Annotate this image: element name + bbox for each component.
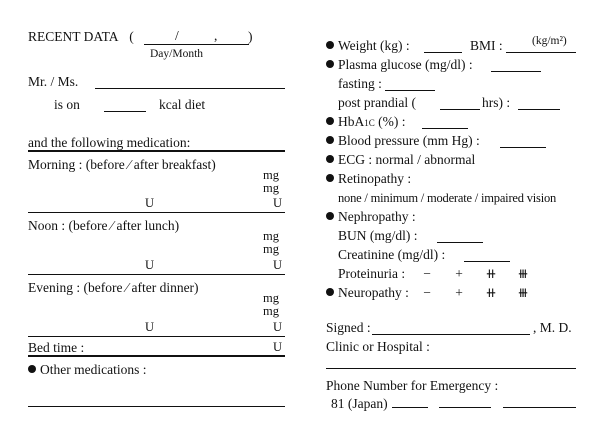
signed-label: Signed :: [326, 320, 371, 335]
hba1c-field[interactable]: [422, 128, 468, 129]
weight-label: Weight (kg) :: [338, 38, 410, 53]
grade-plus-2[interactable]: ⧺: [485, 266, 497, 281]
morning-rule: [28, 212, 285, 213]
bedtime-u: U: [273, 340, 283, 354]
other-medications-field[interactable]: [28, 406, 285, 407]
bmi-unit: (kg/m²): [532, 35, 567, 47]
glucose-field[interactable]: [491, 71, 541, 72]
neuropathy-row: [326, 285, 409, 301]
grade-plus-3[interactable]: ⧻: [517, 266, 529, 281]
bullet-icon: [326, 155, 334, 163]
bullet-icon: [326, 117, 334, 125]
fasting-field[interactable]: [385, 90, 435, 91]
other-medications: [28, 362, 146, 378]
post-prandial-field[interactable]: [518, 109, 560, 110]
noon-u-2: U: [273, 258, 283, 272]
bullet-icon: [326, 174, 334, 182]
glucose-label: Plasma glucose (mg/dl) :: [338, 57, 473, 72]
grade-plus-3[interactable]: ⧻: [517, 285, 529, 300]
nephropathy-row: [326, 209, 416, 225]
bullet-icon: [326, 60, 334, 68]
phone-field-1[interactable]: [392, 407, 428, 408]
morning-u-2: U: [273, 196, 283, 210]
evening-u-2: U: [273, 320, 283, 334]
creatinine-field[interactable]: [464, 261, 510, 262]
hrs-label: hrs) :: [482, 95, 511, 110]
post-prandial-label: post prandial (: [338, 95, 416, 110]
phone-field-3[interactable]: [503, 407, 576, 408]
bullet-icon: [28, 365, 36, 373]
proteinuria-grades: [411, 266, 539, 282]
bun-label: BUN (mg/dl) :: [338, 228, 418, 243]
weight-field[interactable]: [424, 52, 462, 53]
noon-label: Noon : (before ⁄ after lunch): [28, 218, 180, 233]
date-comma: ,: [214, 28, 218, 43]
creatinine-label: Creatinine (mg/dl) :: [338, 247, 446, 262]
ecg-row: [326, 152, 475, 168]
morning-mg-2: mg: [263, 181, 279, 195]
morning-u-1: U: [145, 196, 155, 210]
bedtime-rule: [28, 355, 285, 357]
glucose-row: [326, 57, 473, 73]
fasting-label: fasting :: [338, 76, 382, 91]
day-month-label: Day/Month: [150, 48, 204, 60]
kcal-field[interactable]: [104, 111, 146, 112]
neuropathy-label: Neuropathy :: [338, 285, 409, 300]
date-blank[interactable]: [144, 44, 249, 45]
evening-u-1: U: [145, 320, 155, 334]
phone-prefix: 81 (Japan): [331, 396, 388, 411]
grade-plus-2[interactable]: ⧺: [485, 285, 497, 300]
recent-data-title: [28, 29, 134, 45]
bp-field[interactable]: [500, 147, 546, 148]
bp-label: Blood pressure (mm Hg) :: [338, 133, 480, 148]
morning-mg-1: mg: [263, 168, 279, 182]
retinopathy-row: [326, 171, 411, 187]
evening-label: Evening : (before ⁄ after dinner): [28, 280, 199, 295]
grade-plus-1[interactable]: +: [455, 266, 463, 281]
noon-mg-1: mg: [263, 229, 279, 243]
recent-data-label: RECENT DATA: [28, 29, 118, 44]
phone-field-2[interactable]: [439, 407, 491, 408]
bullet-icon: [326, 288, 334, 296]
heading-rule: [28, 150, 285, 152]
hba1c-label: HbA: [338, 114, 365, 129]
grade-minus[interactable]: −: [423, 266, 431, 281]
bullet-icon: [326, 212, 334, 220]
weight-row: [326, 38, 410, 54]
retinopathy-label: Retinopathy :: [338, 171, 412, 186]
diet-prefix: is on: [54, 97, 80, 112]
bmi-field[interactable]: [506, 52, 576, 53]
md-label: , M. D.: [533, 320, 572, 335]
date-slash: /: [175, 28, 179, 43]
grade-minus[interactable]: −: [423, 285, 431, 300]
name-label: Mr. / Ms.: [28, 74, 79, 89]
medication-heading: and the following medication:: [28, 135, 191, 150]
bun-field[interactable]: [437, 242, 483, 243]
nephropathy-label: Nephropathy :: [338, 209, 416, 224]
retinopathy-options[interactable]: none / minimum / moderate / impaired vision: [338, 191, 557, 205]
other-medications-label: Other medications :: [40, 362, 147, 377]
phone-label: Phone Number for Emergency :: [326, 378, 499, 393]
post-prandial-hours-field[interactable]: [440, 109, 480, 110]
evening-rule: [28, 336, 285, 337]
ecg-label[interactable]: ECG : normal / abnormal: [338, 152, 476, 167]
hba1c-unit: (%) :: [374, 114, 406, 129]
hba1c-row: [326, 114, 406, 131]
clinic-label: Clinic or Hospital :: [326, 339, 430, 354]
signature-field[interactable]: [372, 334, 530, 335]
close-paren: ): [248, 29, 253, 44]
open-paren: (: [129, 29, 134, 44]
hba1c-subscript: 1C: [364, 118, 375, 128]
neuropathy-grades: [411, 285, 539, 301]
bp-row: [326, 133, 480, 149]
evening-mg-2: mg: [263, 304, 279, 318]
noon-rule: [28, 274, 285, 275]
grade-plus-1[interactable]: +: [455, 285, 463, 300]
bmi-label: BMI :: [470, 38, 503, 53]
clinic-field[interactable]: [326, 368, 576, 369]
name-field[interactable]: [95, 88, 285, 89]
noon-mg-2: mg: [263, 242, 279, 256]
proteinuria-label: Proteinuria :: [338, 266, 406, 281]
noon-u-1: U: [145, 258, 155, 272]
diet-suffix: kcal diet: [159, 97, 206, 112]
bedtime-label: Bed time :: [28, 340, 85, 355]
bullet-icon: [326, 41, 334, 49]
evening-mg-1: mg: [263, 291, 279, 305]
bullet-icon: [326, 136, 334, 144]
morning-label: Morning : (before ⁄ after breakfast): [28, 157, 216, 172]
proteinuria-row: [338, 266, 405, 282]
